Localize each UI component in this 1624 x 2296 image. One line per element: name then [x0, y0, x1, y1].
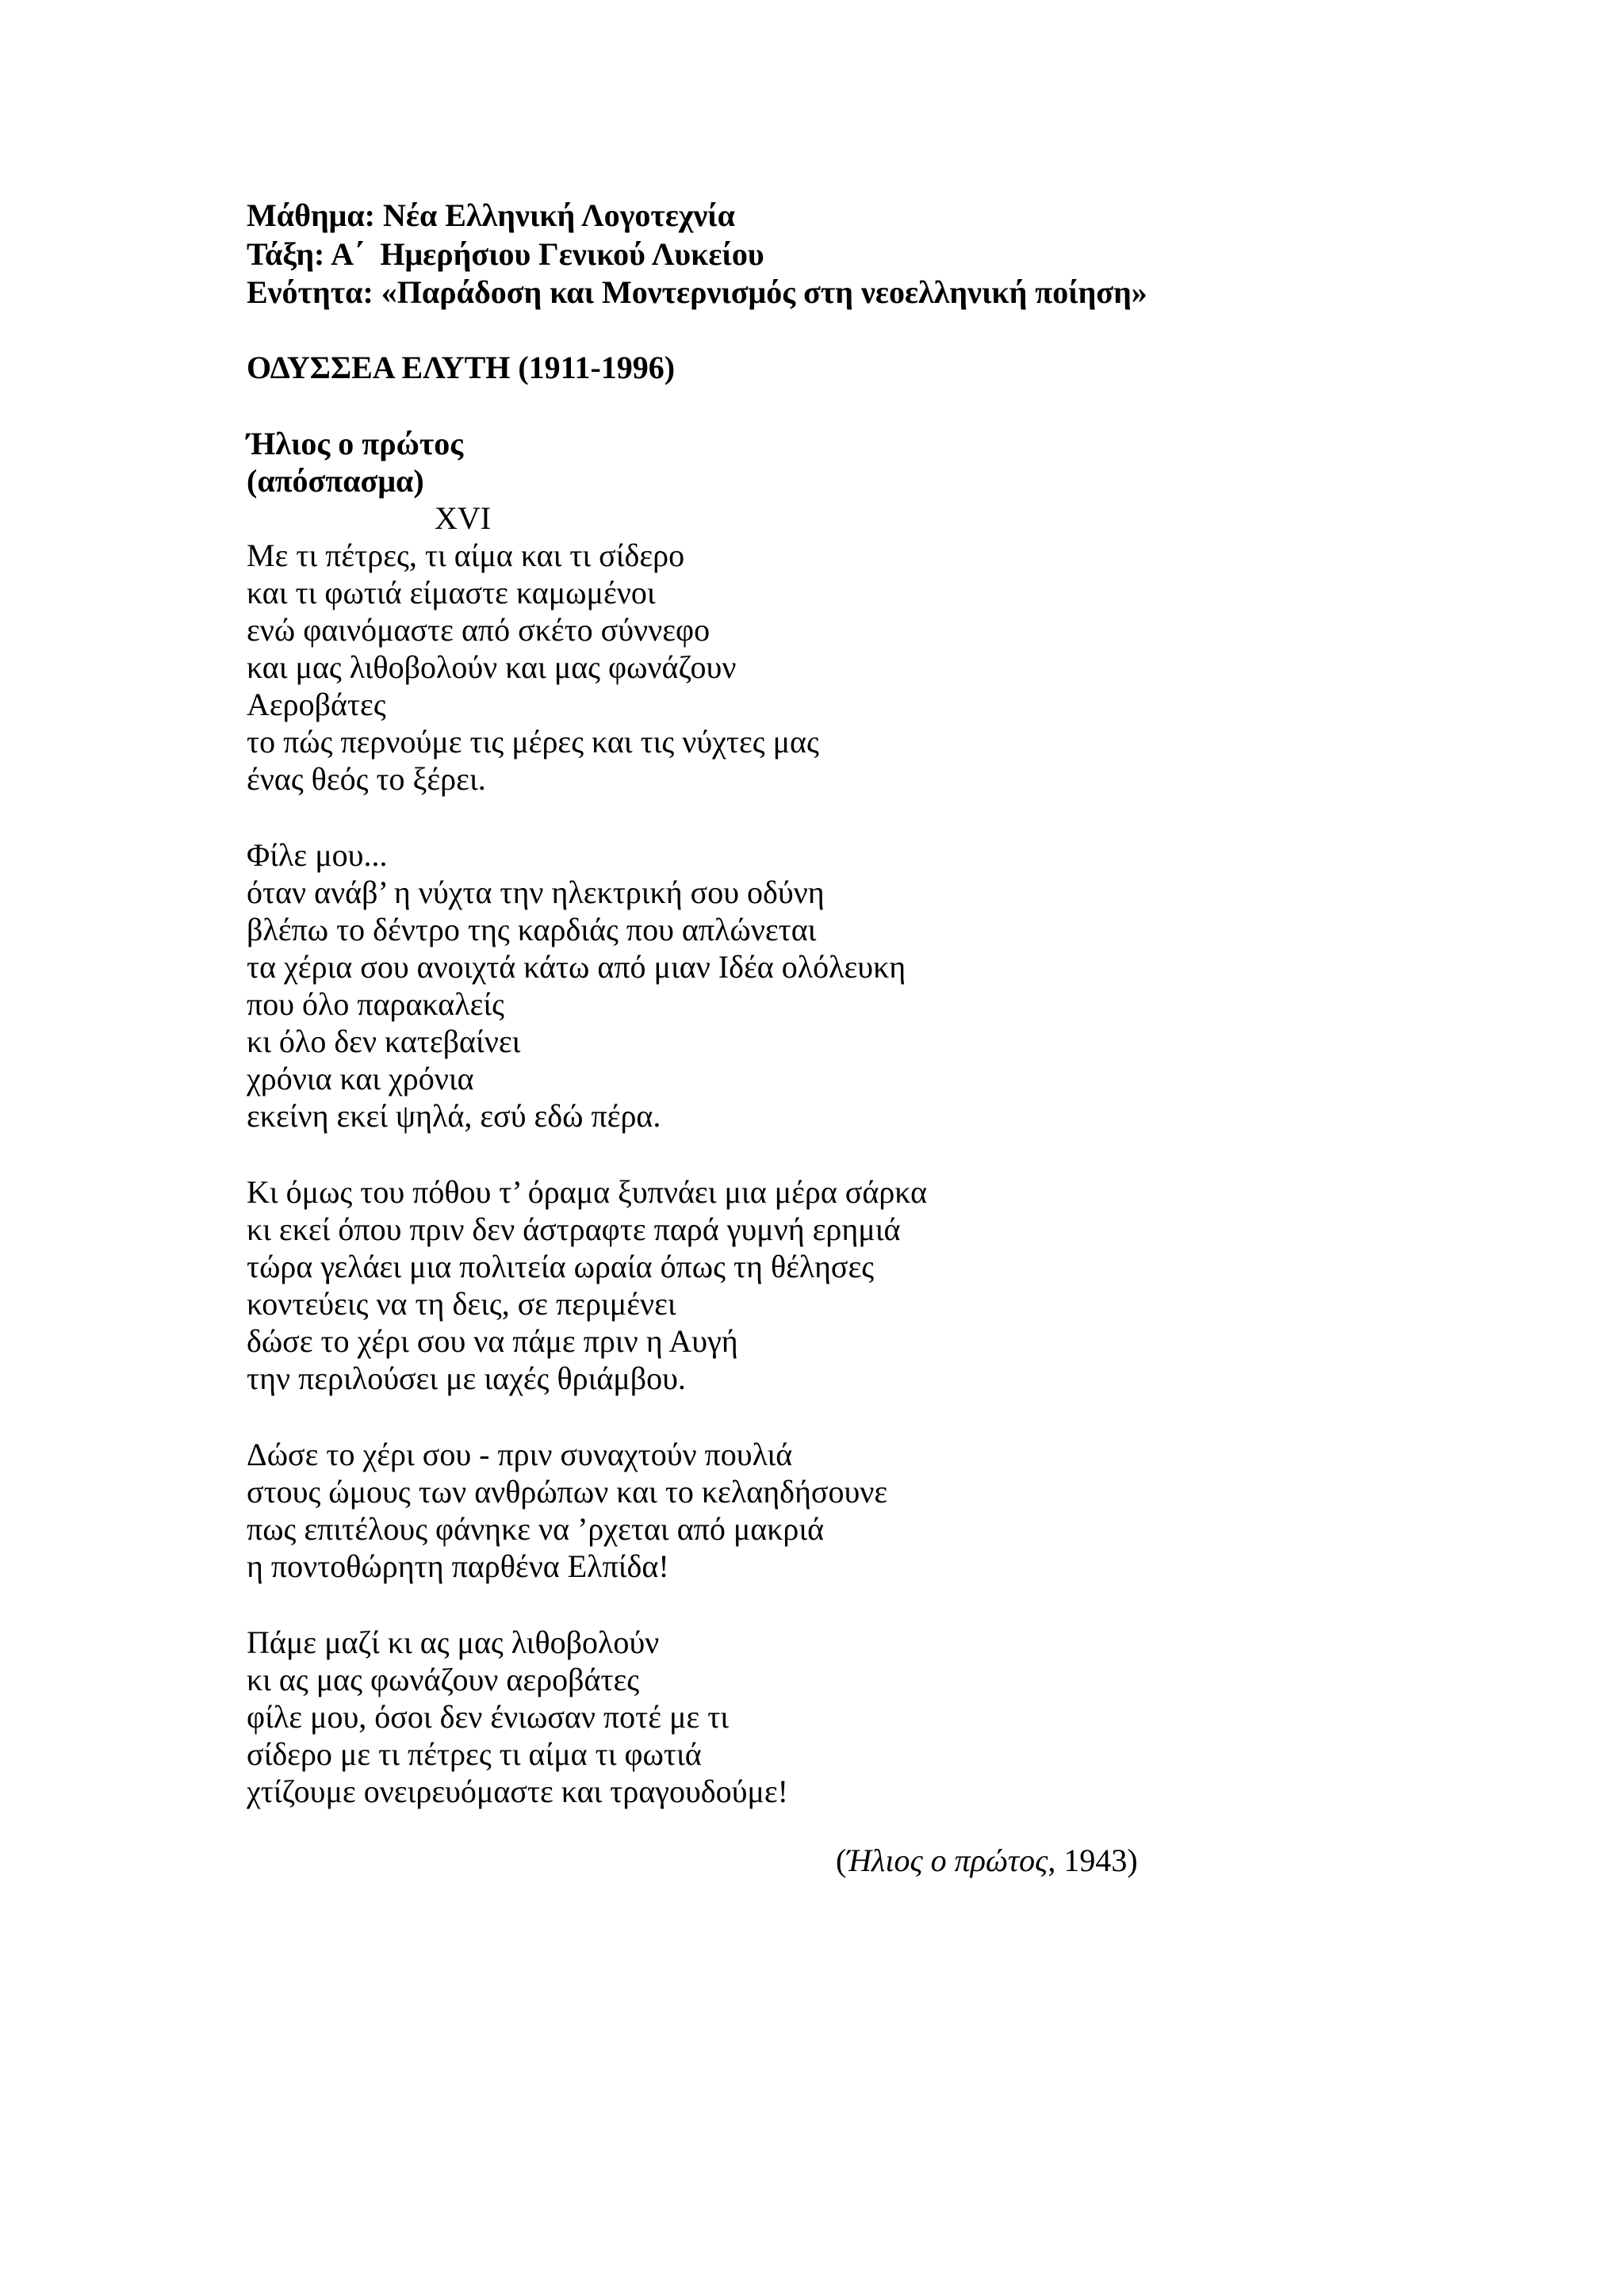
citation-open: ( — [836, 1842, 847, 1878]
poem-source-citation — [247, 1842, 1436, 1879]
verse-line: χρόνια και χρόνια — [247, 1060, 474, 1096]
verse-line: Δώσε το χέρι σου - πριν συναχτούν πουλιά — [247, 1436, 793, 1472]
grade-line: Τάξη: Α΄ Ημερήσιου Γενικού Λυκείου — [247, 235, 764, 272]
verse-line: σίδερο με τι πέτρες τι αίμα τι φωτιά — [247, 1735, 702, 1772]
verse-line: και τι φωτιά είμαστε καμωμένοι — [247, 574, 656, 610]
verse-line: δώσε το χέρι σου να πάμε πριν η Αυγή — [247, 1322, 738, 1359]
poem-title-block — [247, 425, 1436, 537]
poem-title: Ήλιος ο πρώτος — [247, 425, 464, 461]
verse-line: το πώς περνούμε τις μέρες και τις νύχτες μας — [247, 723, 819, 760]
verse-line: τώρα γελάει μια πολιτεία ωραία όπως τη θέλησες — [247, 1248, 875, 1284]
verse-line: πως επιτέλους φάνηκε να ’ρχεται από μακριά — [247, 1510, 825, 1547]
verse-line: εκείνη εκεί ψηλά, εσύ εδώ πέρα. — [247, 1097, 661, 1134]
verse-line: την περιλούσει με ιαχές θριάμβου. — [247, 1360, 686, 1396]
verse-line: κι εκεί όπου πριν δεν άστραφτε παρά γυμνή ερημιά — [247, 1211, 901, 1247]
verse-line: Φίλε μου... — [247, 836, 388, 873]
subject-line: Μάθημα: Νέα Ελληνική Λογοτεχνία — [247, 197, 735, 233]
verse-line: στους ώμους των ανθρώπων και το κελαηδήσουνε — [247, 1473, 888, 1510]
poem-section-number: XVI — [435, 499, 492, 536]
document-page — [247, 197, 1436, 1911]
verse-line: που όλο παρακαλείς — [247, 985, 505, 1022]
verse-line: όταν ανάβ’ η νύχτα την ηλεκτρική σου οδύνη — [247, 874, 825, 910]
verse-line: η ποντοθώρητη παρθένα Ελπίδα! — [247, 1548, 669, 1584]
verse-line: κι όλο δεν κατεβαίνει — [247, 1023, 521, 1059]
verse-line: και μας λιθοβολούν και μας φωνάζουν — [247, 649, 737, 685]
stanza-1 — [247, 537, 1436, 798]
unit-line: Ενότητα: «Παράδοση και Μοντερνισμός στη νεοελληνική ποίηση» — [247, 274, 1147, 310]
verse-line: κοντεύεις να τη δεις, σε περιμένει — [247, 1285, 676, 1322]
author-heading: ΟΔΥΣΣΕΑ ΕΛΥΤΗ (1911-1996) — [247, 349, 676, 385]
verse-line: ένας θεός το ξέρει. — [247, 760, 486, 797]
verse-line: Με τι πέτρες, τι αίμα και τι σίδερο — [247, 537, 685, 573]
stanza-3 — [247, 1173, 1436, 1397]
verse-line: κι ας μας φωνάζουν αεροβάτες — [247, 1661, 640, 1697]
verse-line: Πάμε μαζί κι ας μας λιθοβολούν — [247, 1624, 660, 1660]
poem-subtitle: (απόσπασμα) — [247, 462, 424, 499]
verse-line: φίλε μου, όσοι δεν ένιωσαν ποτέ με τι — [247, 1698, 730, 1735]
citation-year: , 1943) — [1048, 1842, 1138, 1878]
poem-body — [247, 537, 1436, 1879]
document-header — [247, 197, 1436, 312]
stanza-5 — [247, 1624, 1436, 1810]
citation-book-title: Ήλιος ο πρώτος — [846, 1842, 1048, 1878]
verse-line: ενώ φαινόμαστε από σκέτο σύννεφο — [247, 611, 710, 648]
stanza-2 — [247, 836, 1436, 1135]
verse-line: χτίζουμε ονειρευόμαστε και τραγουδούμε! — [247, 1773, 788, 1809]
verse-line: βλέπω το δέντρο της καρδιάς που απλώνεται — [247, 911, 817, 947]
stanza-4 — [247, 1436, 1436, 1585]
verse-line: Κι όμως του πόθου τ’ όραμα ξυπνάει μια μέρα σάρκα — [247, 1173, 928, 1210]
verse-line: Αεροβάτες — [247, 686, 386, 722]
verse-line: τα χέρια σου ανοιχτά κάτω από μιαν Ιδέα ολόλευκη — [247, 948, 906, 985]
